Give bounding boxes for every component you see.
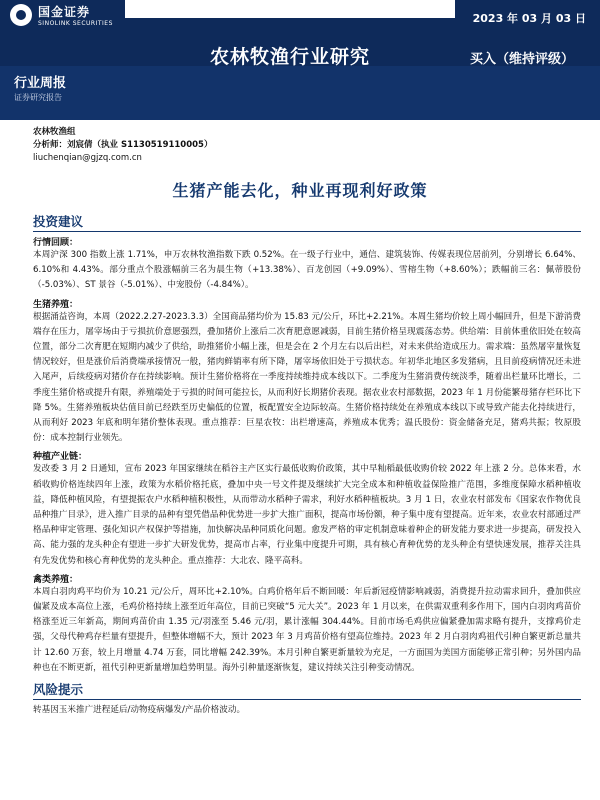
rating-badge: 买入（维持评级） xyxy=(470,52,575,67)
report-title: 农林牧渔行业研究 xyxy=(210,46,371,68)
subheading-poultry: 禽类养殖： xyxy=(33,574,79,585)
paragraph-market: 本周沪深 300 指数上涨 1.71%，申万农林牧渔指数下跌 0.52%。在一级子行业中，通信、建筑装饰、传媒表现位居前列，分别增长 6.64%、6.10%和 4.43%。部分重点个股涨幅前三名为晨生物（+13.38%）、百龙创园（+9.09%）、雪榕生物（+8.60%）；跌幅前三名：佩蒂股份（-5.03%）、ST 景谷（-5.01%）、中宠股份（-4.84%）。 xyxy=(33,250,581,291)
section-title-risk: 风险提示 xyxy=(33,680,581,700)
analyst-email[interactable]: liuchenqian@gjzq.com.cn xyxy=(33,153,142,163)
analyst-name: 分析师：刘宸倩（执业 S1130519110005） xyxy=(33,140,213,150)
section-title-invest: 投资建议 xyxy=(33,212,581,232)
report-date: 2023 年 03 月 03 日 xyxy=(472,12,586,25)
paragraph-risk: 转基因玉米推广进程延后/动物疫病爆发/产品价格波动。 xyxy=(33,705,246,716)
subheading-seed: 种植产业链： xyxy=(33,452,88,463)
main-title: 生猪产能去化，种业再现利好政策 xyxy=(172,181,428,200)
header-band xyxy=(0,66,600,120)
header-blank-box xyxy=(125,0,455,18)
paragraph-seed: 发改委 3 月 2 日通知，宣布 2023 年国家继续在稻谷主产区实行最低收购价政策，其中早籼稻最低收购价较 2022 年上涨 2 分。总体来看，水稻收购价格连续四年上涨，政策为水稻价格托底，叠加中央一号文件提及继续扩大完全成本和种植收益保险推广范围，多维度保障水稻种植收益，降低种植风险，有望提振农户水稻种植积极性，从而带动水稻种子需求，利好水稻种植板块。3 月 1 日，农业农村部发布《国家农作物优良品种推广目录》，进入推广目录的品种有望凭借品种优势进一步扩大推广面积，提高市场份额，种子集中度有望提高。近年来，农业农村部通过严格品种审定管理、强化知识产权保护等措施，加快解决品种同质化问题。愈发严格的审定机制意味着种企的研发能力要求进一步提高，研发投入高、能力强的龙头种企有望进一步扩大研发优势，提高市占率，行业集中度提升可期，具有核心育种优势的龙头种企有望快速发展，推荐关注具有先发优势和核心育种优势的龙头种企。重点推荐：大北农、隆平高科。 xyxy=(33,464,581,566)
company-logo xyxy=(10,3,113,27)
paragraph-poultry: 本周白羽肉鸡平均价为 10.21 元/公斤，周环比+2.10%。白鸡价格年后不断回暖：年后新冠疫情影响减弱，消费提升拉动需求回升，叠加供应偏紧及成本高位上涨，毛鸡价格持续上涨至近年高位，目前已突破“5 元大关”。2023 年 1 月以来，在供需双重利多作用下，国内白羽肉鸡苗价格涨至近三年新高，期间鸡苗价由 1.35 元/羽涨至 5.46 元/羽，累计涨幅 304.44%。目前市场毛鸡供应偏紧叠加需求略有提升，支撑鸡价走强，父母代种鸡存栏量有望提升，但整体增幅不大，预计 2023 年 3 月鸡苗价格有望高位维持。2023 年 2 月白羽肉鸡祖代引种自繁更新总量共计 12.60 万套，较上月增量 4.74 万套，同比增幅 242.39%。本月引种自繁更新量较为充足，一方面国为美国方面能够正常引种；另外国内品种也在不断更新，祖代引种更新量增加趋势明显。海外引种量逐渐恢复，建议持续关注引种变动情况。 xyxy=(33,586,581,673)
subheading-pig: 生猪养殖： xyxy=(33,299,79,310)
logo-name: 国金证券 xyxy=(38,5,91,19)
logo-icon xyxy=(10,4,32,26)
report-type: 行业周报 xyxy=(14,76,67,91)
author-block xyxy=(33,126,212,165)
subheading-market: 行情回顾： xyxy=(33,238,79,248)
paragraph-pig: 根据涌益咨询，本周（2022.2.27-2023.3.3）全国商品猪均价为 15.83 元/公斤，环比+2.21%。本周生猪均价较上周小幅回升，但是下游消费端存在压力，屠宰场由于亏损抗价意愿强烈，叠加猪价上涨后二次育肥意愿减弱，目前生猪价格呈现震荡态势。供给端：目前体重依旧处在较高位置，部分二次育肥在短期内减少了供给，助推猪价小幅上涨，但是会在 2 个月左右以后出栏，对未来供给造成压力。需求端：虽然屠宰量恢复情况较好，但是涨价后消费端承接情况一般，猪肉鲜销率有所下降，屠宰场依旧处于亏损状态。年初华北地区多发猪病，且目前疫病情况还未进入尾声，后续疫病对猪价存在持续影响。预计生猪价格将在一季度持续维持成本线以下。二季度为生猪消费传统淡季，随着出栏量环比增长，二季度生猪价格或提升有限，养殖端处于亏损的时间可能拉长，从而利好长期猪价表现。据农业农村部数据，2023 年 1 月份能繁母猪存栏环比下降 5%。生猪养殖板块估值目前已经跌至历史偏低的位置，板配置安全边际较高。生猪价格持续处在养殖成本线以下或导致产能去化持续进行，从而利好 2023 年底和明年猪价整体表现。重点推荐：巨星农牧：出栏增速高，养殖成本优秀；温氏股份：资金储备充足，猪鸡共振；牧原股份：成本控制行业领先。 xyxy=(33,311,581,444)
report-body xyxy=(33,212,581,718)
author-group: 农林牧渔组 xyxy=(33,127,76,137)
report-subtype: 证券研究报告 xyxy=(14,93,62,102)
report-header xyxy=(0,0,600,120)
logo-en: SINOLINK SECURITIES xyxy=(38,20,113,27)
